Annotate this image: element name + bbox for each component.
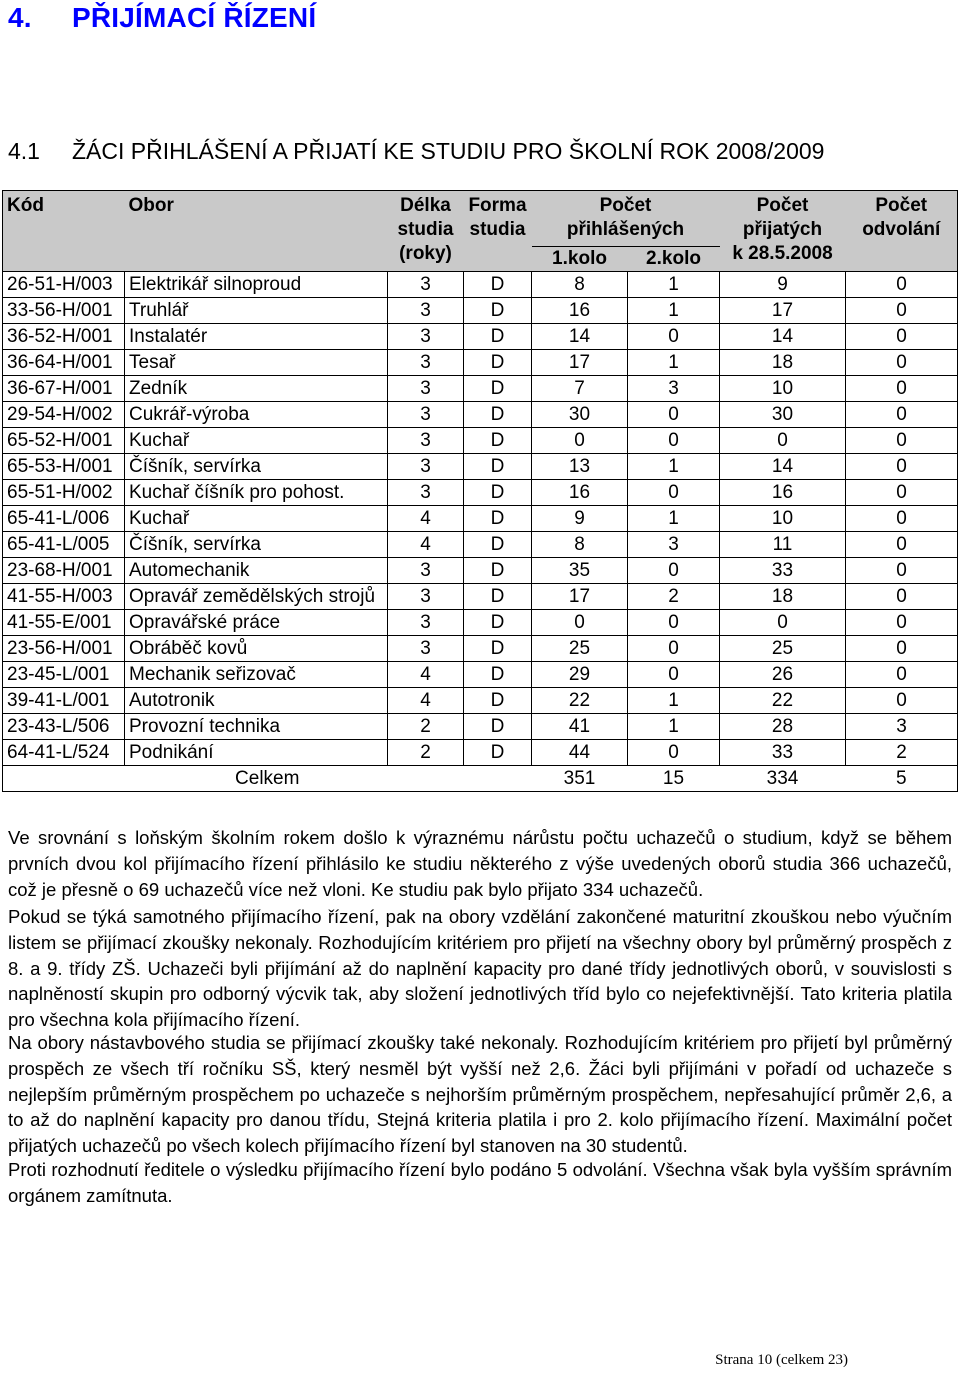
cell-forma: D [464, 324, 532, 350]
cell-forma: D [464, 714, 532, 740]
cell-kolo2: 1 [628, 272, 720, 298]
table-row [3, 558, 958, 584]
cell-odvolani: 0 [846, 480, 958, 506]
cell-forma: D [464, 584, 532, 610]
header-delka-line3: (roky) [399, 243, 452, 264]
cell-kolo1: 16 [532, 298, 628, 324]
header-prijatych-line2: přijatých [742, 219, 823, 240]
cell-delka: 3 [388, 610, 464, 636]
cell-forma: D [464, 532, 532, 558]
cell-kod: 41-55-E/001 [3, 610, 125, 636]
cell-prijatych: 14 [720, 454, 846, 480]
header-delka-line2: studia [397, 219, 454, 240]
total-odvolani: 5 [846, 766, 958, 792]
cell-odvolani: 0 [846, 662, 958, 688]
cell-kod: 36-64-H/001 [3, 350, 125, 376]
cell-forma: D [464, 636, 532, 662]
table-row [3, 636, 958, 662]
cell-kod: 23-56-H/001 [3, 636, 125, 662]
cell-odvolani: 0 [846, 688, 958, 714]
cell-kod: 23-68-H/001 [3, 558, 125, 584]
cell-delka: 3 [388, 454, 464, 480]
cell-odvolani: 0 [846, 636, 958, 662]
table-row [3, 506, 958, 532]
cell-kod: 36-52-H/001 [3, 324, 125, 350]
total-row [3, 766, 958, 792]
cell-kolo1: 17 [532, 584, 628, 610]
cell-odvolani: 0 [846, 454, 958, 480]
cell-prijatych: 0 [720, 428, 846, 454]
cell-prijatych: 17 [720, 298, 846, 324]
cell-delka: 3 [388, 350, 464, 376]
cell-prijatych: 10 [720, 506, 846, 532]
cell-kod: 36-67-H/001 [3, 376, 125, 402]
cell-prijatych: 25 [720, 636, 846, 662]
cell-kolo2: 0 [628, 558, 720, 584]
header-delka [388, 191, 464, 272]
cell-kod: 23-43-L/506 [3, 714, 125, 740]
total-prijatych: 334 [720, 766, 846, 792]
cell-obor: Tesař [125, 350, 388, 376]
cell-obor: Truhlář [125, 298, 388, 324]
cell-kod: 26-51-H/003 [3, 272, 125, 298]
cell-prijatych: 11 [720, 532, 846, 558]
cell-prijatych: 33 [720, 558, 846, 584]
cell-kod: 33-56-H/001 [3, 298, 125, 324]
cell-obor: Autotronik [125, 688, 388, 714]
cell-forma: D [464, 454, 532, 480]
cell-odvolani: 2 [846, 740, 958, 766]
cell-delka: 2 [388, 714, 464, 740]
cell-kolo2: 0 [628, 402, 720, 428]
cell-forma: D [464, 350, 532, 376]
cell-prijatych: 26 [720, 662, 846, 688]
cell-odvolani: 3 [846, 714, 958, 740]
cell-forma: D [464, 480, 532, 506]
cell-kolo1: 25 [532, 636, 628, 662]
header-forma-line1: Forma [468, 195, 527, 216]
paragraph: Proti rozhodnutí ředitele o výsledku přijímacího řízení bylo podáno 5 odvolání. Všechna však byla vyšším správním orgánem zamítnuta. [8, 1159, 952, 1206]
header-obor: Obor [125, 191, 388, 272]
paragraph: Pokud se týká samotného přijímacího řízení, pak na obory vzdělání zakončené maturitní zkouškou nebo výučním listem se přijímací zkoušky nekonaly. Rozhodujícím kritériem pro přijetí na všechny obory byl průměrný prospěch z 8. a 9. třídy ZŠ. Uchazeči byli přijímání až do naplnění kapacity pro dané třídy jednotlivých oborů, v souvislosti s naplněností skupin pro odborný výcvik tak, aby složení jednotlivých tříd bylo co nejefektivnější. Tato kriteria platila pro všechna kola přijímacího řízení. [8, 906, 952, 1031]
cell-obor: Cukrář-výroba [125, 402, 388, 428]
header-kod: Kód [3, 191, 125, 272]
cell-delka: 3 [388, 376, 464, 402]
cell-kolo2: 3 [628, 376, 720, 402]
cell-kod: 23-45-L/001 [3, 662, 125, 688]
cell-kod: 65-52-H/001 [3, 428, 125, 454]
cell-kolo2: 0 [628, 610, 720, 636]
total-kolo2: 15 [628, 766, 720, 792]
table-row [3, 662, 958, 688]
cell-kolo1: 13 [532, 454, 628, 480]
table-row [3, 324, 958, 350]
subsection-number: 4.1 [8, 138, 40, 164]
cell-kolo2: 0 [628, 662, 720, 688]
section-number: 4. [8, 2, 32, 33]
cell-delka: 3 [388, 428, 464, 454]
cell-obor: Kuchař [125, 428, 388, 454]
cell-kod: 39-41-L/001 [3, 688, 125, 714]
cell-obor: Číšník, servírka [125, 454, 388, 480]
cell-obor: Číšník, servírka [125, 532, 388, 558]
cell-delka: 3 [388, 480, 464, 506]
cell-odvolani: 0 [846, 584, 958, 610]
cell-prijatych: 18 [720, 350, 846, 376]
header-kolo2: 2.kolo [628, 247, 720, 272]
subsection-heading [8, 138, 824, 165]
cell-odvolani: 0 [846, 428, 958, 454]
cell-kod: 64-41-L/524 [3, 740, 125, 766]
cell-prijatych: 9 [720, 272, 846, 298]
cell-delka: 3 [388, 636, 464, 662]
cell-kolo2: 0 [628, 480, 720, 506]
cell-delka: 3 [388, 584, 464, 610]
total-kolo1: 351 [532, 766, 628, 792]
cell-odvolani: 0 [846, 298, 958, 324]
cell-odvolani: 0 [846, 350, 958, 376]
paragraph: Ve srovnání s loňským školním rokem došlo k výraznému nárůstu počtu uchazečů o studium, když se během prvních dvou kol přijímacího řízení přihlásilo ke studiu některého z výše uvedených oborů studia 366 uchazečů, což je přesně o 69 uchazečů více než vloni. Ke studiu pak bylo přijato 334 uchazečů. [8, 827, 952, 900]
header-prijatych-line3: k 28.5.2008 [732, 243, 833, 264]
cell-odvolani: 0 [846, 610, 958, 636]
cell-prijatych: 22 [720, 688, 846, 714]
header-prihlasenych-line2: přihlášených [566, 219, 685, 240]
cell-forma: D [464, 298, 532, 324]
cell-prijatych: 0 [720, 610, 846, 636]
cell-delka: 4 [388, 688, 464, 714]
cell-obor: Instalatér [125, 324, 388, 350]
cell-prijatych: 10 [720, 376, 846, 402]
cell-delka: 4 [388, 506, 464, 532]
table-row [3, 402, 958, 428]
cell-forma: D [464, 688, 532, 714]
cell-kolo2: 2 [628, 584, 720, 610]
cell-kolo1: 16 [532, 480, 628, 506]
header-odvolani-line1: Počet [875, 195, 928, 216]
cell-delka: 4 [388, 662, 464, 688]
table-row [3, 350, 958, 376]
cell-delka: 3 [388, 324, 464, 350]
table-row [3, 454, 958, 480]
table-row [3, 740, 958, 766]
cell-obor: Zedník [125, 376, 388, 402]
cell-delka: 3 [388, 298, 464, 324]
cell-kolo1: 0 [532, 428, 628, 454]
cell-prijatych: 16 [720, 480, 846, 506]
cell-kolo2: 1 [628, 714, 720, 740]
header-forma [464, 191, 532, 272]
cell-kolo1: 8 [532, 272, 628, 298]
cell-kod: 65-41-L/006 [3, 506, 125, 532]
table-row [3, 584, 958, 610]
table-row [3, 298, 958, 324]
cell-prijatych: 33 [720, 740, 846, 766]
cell-obor: Provozní technika [125, 714, 388, 740]
cell-odvolani: 0 [846, 324, 958, 350]
header-odvolani [846, 191, 958, 272]
cell-forma: D [464, 506, 532, 532]
cell-kolo2: 0 [628, 740, 720, 766]
cell-kolo1: 7 [532, 376, 628, 402]
admissions-table [2, 190, 958, 792]
header-forma-line2: studia [469, 219, 526, 240]
cell-odvolani: 0 [846, 402, 958, 428]
cell-obor: Elektrikář silnoproud [125, 272, 388, 298]
section-heading [8, 2, 316, 34]
cell-kolo1: 22 [532, 688, 628, 714]
total-label: Celkem [3, 766, 532, 792]
cell-kolo1: 17 [532, 350, 628, 376]
cell-odvolani: 0 [846, 376, 958, 402]
cell-kolo1: 44 [532, 740, 628, 766]
table-row [3, 610, 958, 636]
cell-kolo2: 1 [628, 350, 720, 376]
cell-forma: D [464, 662, 532, 688]
table-row [3, 714, 958, 740]
cell-forma: D [464, 376, 532, 402]
header-odvolani-line2: odvolání [862, 219, 941, 240]
cell-kolo2: 0 [628, 428, 720, 454]
cell-kolo2: 3 [628, 532, 720, 558]
header-prihlasenych [532, 191, 720, 247]
cell-delka: 3 [388, 402, 464, 428]
cell-prijatych: 30 [720, 402, 846, 428]
cell-obor: Obráběč kovů [125, 636, 388, 662]
cell-forma: D [464, 402, 532, 428]
cell-forma: D [464, 428, 532, 454]
cell-obor: Automechanik [125, 558, 388, 584]
cell-kod: 29-54-H/002 [3, 402, 125, 428]
cell-odvolani: 0 [846, 272, 958, 298]
cell-kod: 41-55-H/003 [3, 584, 125, 610]
header-delka-line1: Délka [400, 195, 451, 216]
cell-delka: 4 [388, 532, 464, 558]
cell-kolo2: 1 [628, 506, 720, 532]
paragraph: Na obory nástavbového studia se přijímací zkoušky také nekonaly. Rozhodujícím kritériem pro přijetí byl průměrný prospěch ze všech tří ročníku SŠ, který nesměl být vyšší než 2,6. Žáci byli přijímáni v pořadí od uchazeče s nejlepším průměrným prospěchem po uchazeče s nejhorším průměrným prospěchem, nepřesahující průměr 2,6, a to až do naplnění kapacity pro danou třídu, Stejná kriteria platila i pro 2. kolo přijímacího řízení. Maximální počet přijatých uchazečů po všech kolech přijímacího řízení byl stanoven na 30 studentů. [8, 1032, 952, 1157]
cell-obor: Podnikání [125, 740, 388, 766]
cell-kod: 65-41-L/005 [3, 532, 125, 558]
header-prihlasenych-line1: Počet [599, 195, 652, 216]
cell-kolo1: 9 [532, 506, 628, 532]
cell-kolo1: 30 [532, 402, 628, 428]
cell-kolo1: 0 [532, 610, 628, 636]
section-title: PŘIJÍMACÍ ŘÍZENÍ [72, 2, 317, 33]
table-row [3, 688, 958, 714]
table-body [3, 272, 958, 792]
cell-forma: D [464, 558, 532, 584]
cell-delka: 3 [388, 558, 464, 584]
cell-odvolani: 0 [846, 532, 958, 558]
cell-obor: Opravář zemědělských strojů [125, 584, 388, 610]
cell-prijatych: 18 [720, 584, 846, 610]
cell-kod: 65-51-H/002 [3, 480, 125, 506]
cell-odvolani: 0 [846, 558, 958, 584]
cell-obor: Mechanik seřizovač [125, 662, 388, 688]
table-row [3, 428, 958, 454]
table-header-row [3, 191, 958, 247]
table-row [3, 272, 958, 298]
cell-delka: 2 [388, 740, 464, 766]
table-row [3, 376, 958, 402]
cell-kolo1: 35 [532, 558, 628, 584]
table-row [3, 532, 958, 558]
table-row [3, 480, 958, 506]
cell-kolo1: 41 [532, 714, 628, 740]
cell-kolo2: 0 [628, 636, 720, 662]
subsection-title: ŽÁCI PŘIHLÁŠENÍ A PŘIJATÍ KE STUDIU PRO ŠKOLNÍ ROK 2008/2009 [72, 138, 825, 164]
cell-odvolani: 0 [846, 506, 958, 532]
header-kolo1: 1.kolo [532, 247, 628, 272]
cell-kolo2: 1 [628, 688, 720, 714]
cell-kolo1: 14 [532, 324, 628, 350]
cell-obor: Opravářské práce [125, 610, 388, 636]
cell-prijatych: 14 [720, 324, 846, 350]
cell-obor: Kuchař [125, 506, 388, 532]
cell-prijatych: 28 [720, 714, 846, 740]
cell-kod: 65-53-H/001 [3, 454, 125, 480]
cell-kolo2: 1 [628, 454, 720, 480]
cell-kolo2: 0 [628, 324, 720, 350]
cell-forma: D [464, 272, 532, 298]
header-prijatych-line1: Počet [756, 195, 809, 216]
page-footer: Strana 10 (celkem 23) [715, 1352, 848, 1368]
header-prijatych [720, 191, 846, 272]
cell-delka: 3 [388, 272, 464, 298]
cell-kolo1: 29 [532, 662, 628, 688]
cell-kolo1: 8 [532, 532, 628, 558]
cell-kolo2: 1 [628, 298, 720, 324]
cell-forma: D [464, 610, 532, 636]
cell-obor: Kuchař číšník pro pohost. [125, 480, 388, 506]
cell-forma: D [464, 740, 532, 766]
